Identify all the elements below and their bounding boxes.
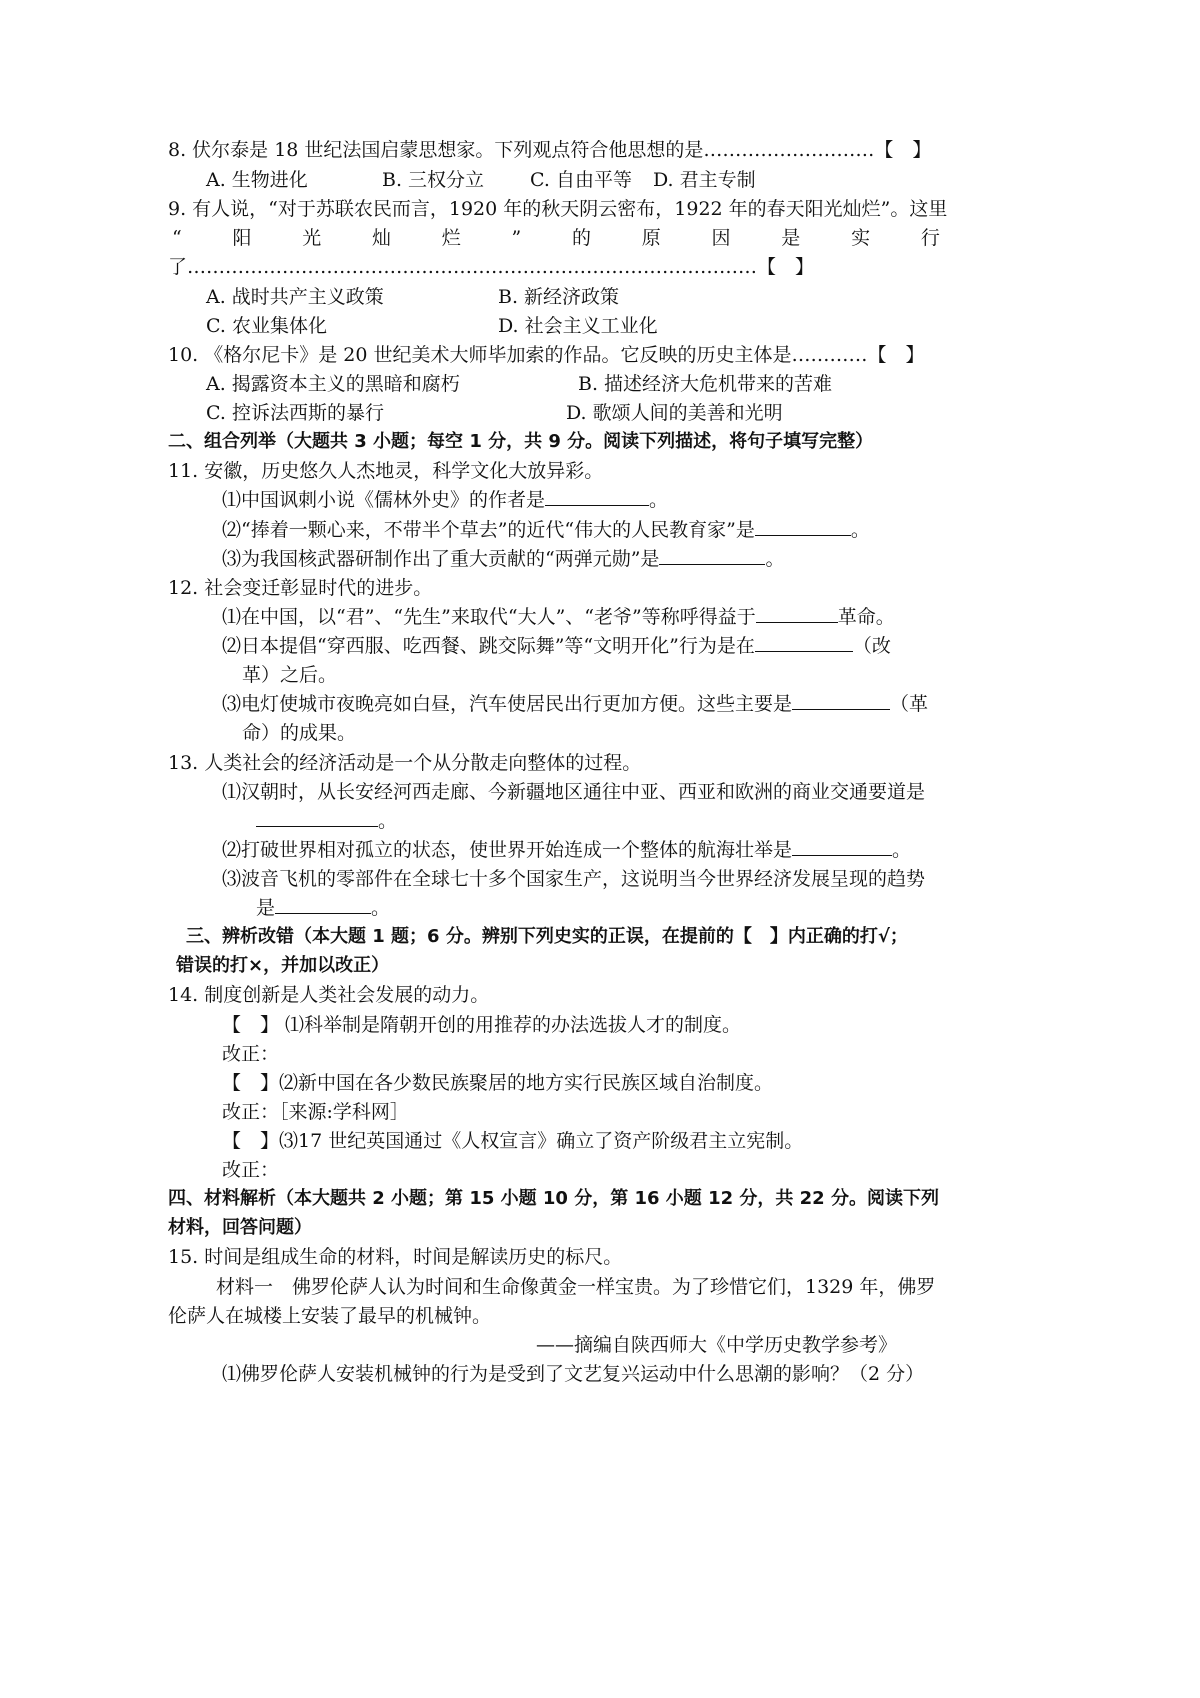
answer-blank: [659, 546, 765, 565]
q13-sub3: ⑶波音飞机的零部件在全球七十多个国家生产，这说明当今世界经济发展呈现的趋势: [222, 868, 926, 890]
q10-option-d: D. 歌颂人间的美善和光明: [566, 402, 783, 424]
answer-blank: [755, 517, 851, 536]
q11-sub1: ⑴中国讽刺小说《儒林外史》的作者是 。: [222, 489, 669, 511]
q15-sub1: ⑴佛罗伦萨人安装机械钟的行为是受到了文艺复兴运动中什么思潮的影响？（2 分）: [222, 1363, 925, 1385]
section4-heading-line2: 材料，回答问题）: [168, 1217, 312, 1238]
q13-sub1-cont: 。: [256, 808, 397, 834]
q14-correction2: 改正：［来源:学科网］: [222, 1101, 409, 1123]
answer-blank: [792, 837, 892, 856]
answer-blank: [792, 691, 890, 710]
q13-stem: 13. 人类社会的经济活动是一个从分散走向整体的过程。: [168, 752, 642, 774]
q12-sub1: ⑴在中国，以“君”、“先生”来取代“大人”、“老爷”等称呼得益于 革命。: [222, 606, 895, 628]
q8-option-d: D. 君主专制: [653, 169, 756, 191]
section3-heading-line1: 三、辨析改错（本大题 1 题；6 分。辨别下列史实的正误，在提前的【 】内正确的打√；: [186, 926, 908, 947]
answer-blank: [755, 633, 853, 652]
q14-stem: 14. 制度创新是人类社会发展的动力。: [168, 984, 490, 1006]
q12-sub2: ⑵日本提倡“穿西服、吃西餐、跳交际舞”等“文明开化”行为是在 （改: [222, 635, 891, 657]
answer-blank: [756, 604, 838, 623]
q10-option-a: A. 揭露资本主义的黑暗和腐朽: [206, 373, 460, 395]
q10-stem: 10. 《格尔尼卡》是 20 世纪美术大师毕加索的作品。它反映的历史主体是…………【 】: [168, 344, 925, 366]
section3-heading-line2: 错误的打×，并加以改正）: [176, 955, 390, 976]
q11-sub2: ⑵“捧着一颗心来，不带半个草去”的近代“伟大的人民教育家”是 。: [222, 519, 870, 541]
q8-option-c: C. 自由平等: [530, 169, 632, 191]
q12-sub3: ⑶电灯使城市夜晚亮如白昼，汽车使居民出行更加方便。这些主要是 （革: [222, 693, 929, 715]
q13-sub2: ⑵打破世界相对孤立的状态，使世界开始连成一个整体的航海壮举是 。: [222, 839, 912, 861]
q9-option-d: D. 社会主义工业化: [498, 315, 658, 337]
section2-heading: 二、组合列举（大题共 3 小题；每空 1 分，共 9 分。阅读下列描述，将句子填写完整）: [168, 431, 874, 452]
q9-stem-line3: 了………………………………………………………………………………【 】: [168, 256, 815, 278]
q14-item2: 【 】⑵新中国在各少数民族聚居的地方实行民族区域自治制度。: [222, 1072, 774, 1094]
q9-option-c: C. 农业集体化: [206, 315, 327, 337]
answer-blank: [256, 808, 378, 827]
q12-stem: 12. 社会变迁彰显时代的进步。: [168, 577, 433, 599]
q15-material1-line1: 材料一 佛罗伦萨人认为时间和生命像黄金一样宝贵。为了珍惜它们，1329 年，佛罗: [216, 1276, 936, 1298]
q11-stem: 11. 安徽，历史悠久人杰地灵，科学文化大放异彩。: [168, 460, 604, 482]
q14-item1: 【 】 ⑴科举制是隋朝开创的用推荐的办法选拔人才的制度。: [222, 1014, 742, 1036]
q15-material1-source: ——摘编自陕西师大《中学历史教学参考》: [536, 1334, 898, 1356]
q8-option-a: A. 生物进化: [206, 169, 308, 191]
answer-blank: [545, 487, 649, 506]
q10-option-b: B. 描述经济大危机带来的苦难: [578, 373, 833, 395]
q8-option-b: B. 三权分立: [382, 169, 485, 191]
q14-correction1: 改正：: [222, 1043, 280, 1065]
q9-stem-line1: 9. 有人说，“对于苏联农民而言，1920 年的秋天阴云密布，1922 年的春天阳光灿烂”。这里: [168, 198, 948, 220]
q15-stem: 15. 时间是组成生命的材料，时间是解读历史的标尺。: [168, 1246, 623, 1268]
q12-sub3-cont: 命）的成果。: [242, 722, 357, 744]
q15-material1-line2: 伦萨人在城楼上安装了最早的机械钟。: [168, 1305, 492, 1327]
answer-blank: [275, 895, 371, 914]
q13-sub3-cont: 是 。: [256, 897, 391, 919]
section4-heading-line1: 四、材料解析（本大题共 2 小题；第 15 小题 10 分，第 16 小题 12 分，共 22 分。阅读下列: [168, 1188, 939, 1209]
q14-item3: 【 】⑶17 世纪英国通过《人权宣言》确立了资产阶级君主立宪制。: [222, 1130, 804, 1152]
q10-option-c: C. 控诉法西斯的暴行: [206, 402, 384, 424]
q14-correction3: 改正：: [222, 1159, 280, 1181]
q11-sub3: ⑶为我国核武器研制作出了重大贡献的“两弹元勋”是 。: [222, 548, 785, 570]
q13-sub1: ⑴汉朝时，从长安经河西走廊、今新疆地区通往中亚、西亚和欧洲的商业交通要道是: [222, 781, 926, 803]
q8-stem: 8. 伏尔泰是 18 世纪法国启蒙思想家。下列观点符合他思想的是………………………【 】: [168, 139, 932, 161]
q9-option-b: B. 新经济政策: [498, 286, 620, 308]
q9-option-a: A. 战时共产主义政策: [206, 286, 384, 308]
q12-sub2-cont: 革）之后。: [242, 664, 338, 686]
q9-stem-line2: “ 阳 光 灿 烂 ” 的 原 因 是 实 行: [172, 227, 940, 249]
